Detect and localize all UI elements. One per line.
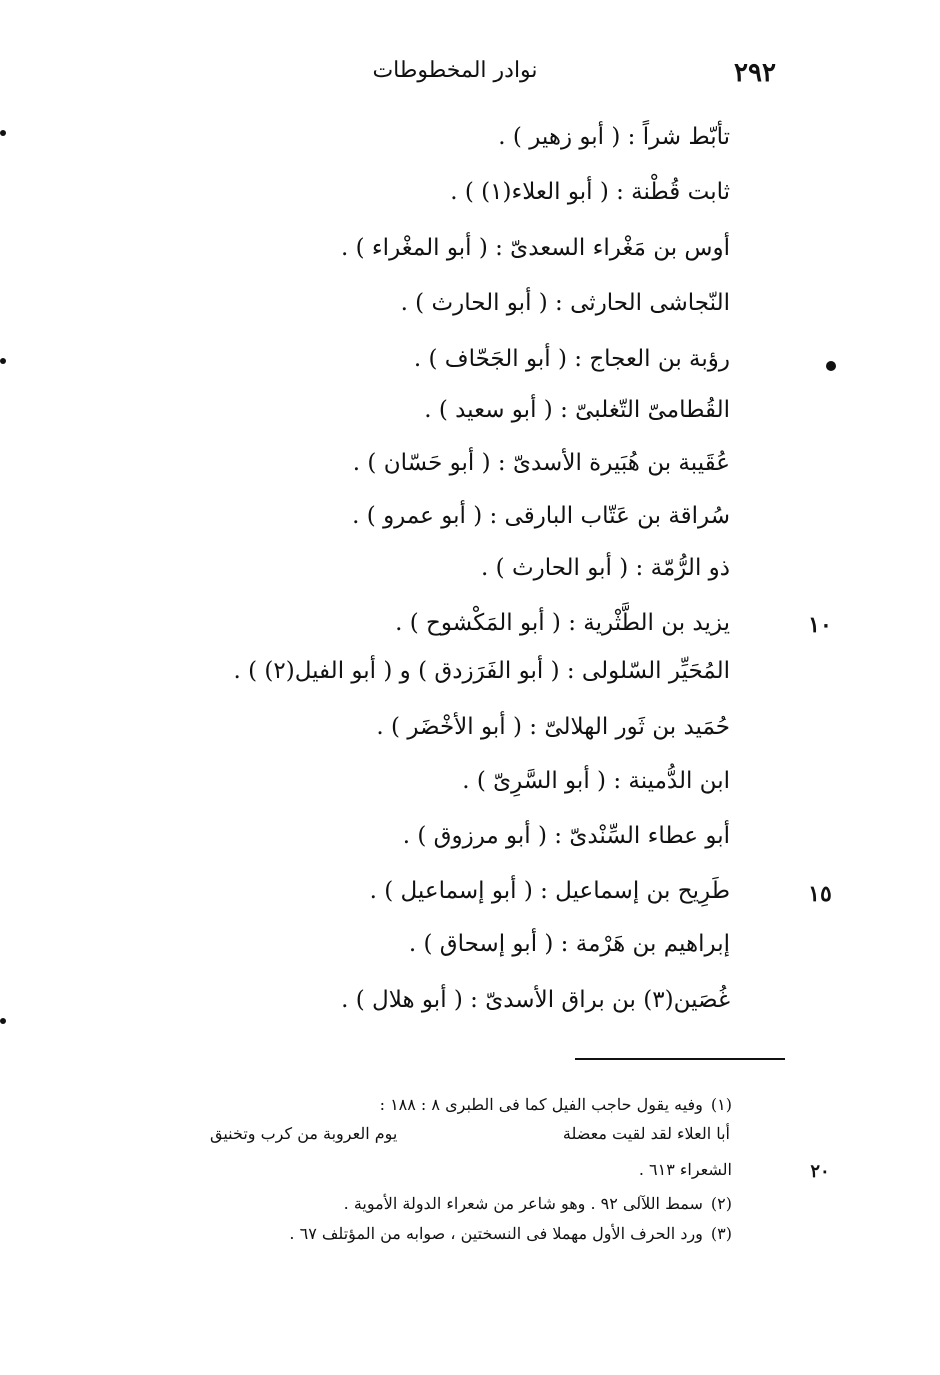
entry-line-16: إبراهيم بن هَرْمة : ( أبو إسحاق ) . bbox=[408, 931, 730, 957]
footnote-text: وفيه يقول حاجب الفيل كما فى الطبرى ٨ : ١٨٨ : bbox=[379, 1095, 703, 1114]
entry-line-5: رؤبة بن العجاج : ( أبو الجَحّاف ) . bbox=[413, 346, 730, 372]
entry-line-9: ذو الرُّمّة : ( أبو الحارث ) . bbox=[481, 555, 730, 581]
entry-line-14: أبو عطاء السِّنْدىّ : ( أبو مرزوق ) . bbox=[402, 823, 730, 849]
entry-line-1: تأبّط شراً : ( أبو زهير ) . bbox=[498, 124, 730, 150]
entry-line-12: حُمَيد بن ثَور الهلالىّ : ( أبو الأخْضَر ) . bbox=[376, 714, 730, 740]
footnote-text: الشعراء ٦١٣ . bbox=[638, 1160, 732, 1179]
footnote-text: ورد الحرف الأول مهملا فى النسختين ، صوابه من المؤتلف ٦٧ . bbox=[289, 1224, 703, 1243]
scan-edge-mark bbox=[0, 130, 6, 136]
entry-line-3: أوس بن مَغْراء السعدىّ : ( أبو المغْراء ) . bbox=[340, 235, 730, 261]
footnote-separator bbox=[575, 1058, 785, 1060]
entry-line-17: غُصَين(٣) بن براق الأسدىّ : ( أبو هلال ) . bbox=[341, 987, 730, 1013]
entry-line-7: عُقَيبة بن هُبَيرة الأسدىّ : ( أبو حَسّان ) . bbox=[352, 450, 730, 476]
scan-edge-mark bbox=[0, 1018, 6, 1024]
running-title: نوادر المخطوطات bbox=[372, 58, 538, 83]
footnote-1-continued bbox=[172, 1160, 732, 1179]
verse-hemistich-first: أبا العلاء لقد لقيت معضلة bbox=[562, 1124, 730, 1143]
footnote-text: سمط اللآلى ٩٢ . وهو شاعر من شعراء الدولة الأموية . bbox=[343, 1194, 703, 1213]
entry-line-4: النّجاشى الحارثى : ( أبو الحارث ) . bbox=[400, 290, 730, 316]
entry-line-13: ابن الدُّمينة : ( أبو السَّرِىّ ) . bbox=[462, 768, 730, 794]
entry-line-2: ثابت قُطْنة : ( أبو العلاء(١) ) . bbox=[450, 179, 730, 205]
footnote-2 bbox=[172, 1194, 732, 1213]
scan-edge-mark bbox=[0, 358, 6, 364]
line-number-10: ١٠ bbox=[808, 612, 832, 638]
verse-hemistich-second: يوم العروبة من كرب وتخنيق bbox=[210, 1124, 398, 1143]
footnote-3 bbox=[172, 1224, 732, 1243]
page-number: ٢٩٢ bbox=[734, 58, 776, 88]
footnote-1 bbox=[172, 1095, 732, 1114]
entry-line-10: يزيد بن الطَّثْرية : ( أبو المَكْشوح ) . bbox=[395, 610, 730, 636]
footnote-number: (١) bbox=[710, 1095, 732, 1114]
entry-line-8: سُراقة بن عَتّاب البارقى : ( أبو عمرو ) . bbox=[352, 503, 730, 529]
line-number-20: ٢٠ bbox=[810, 1161, 830, 1182]
footnote-number: (٣) bbox=[710, 1224, 732, 1243]
entry-line-6: القُطامىّ التّغلبىّ : ( أبو سعيد ) . bbox=[424, 397, 730, 423]
line-number-15: ١٥ bbox=[808, 881, 832, 907]
entry-line-11: المُحَيِّر السّلولى : ( أبو الفَرَزدق ) و ( أبو الفيل(٢) ) . bbox=[233, 658, 730, 684]
verse-quotation bbox=[210, 1124, 730, 1150]
margin-dot-mark bbox=[826, 361, 836, 371]
entry-line-15: طَرِيح بن إسماعيل : ( أبو إسماعيل ) . bbox=[369, 878, 730, 904]
footnote-number: (٢) bbox=[710, 1194, 732, 1213]
